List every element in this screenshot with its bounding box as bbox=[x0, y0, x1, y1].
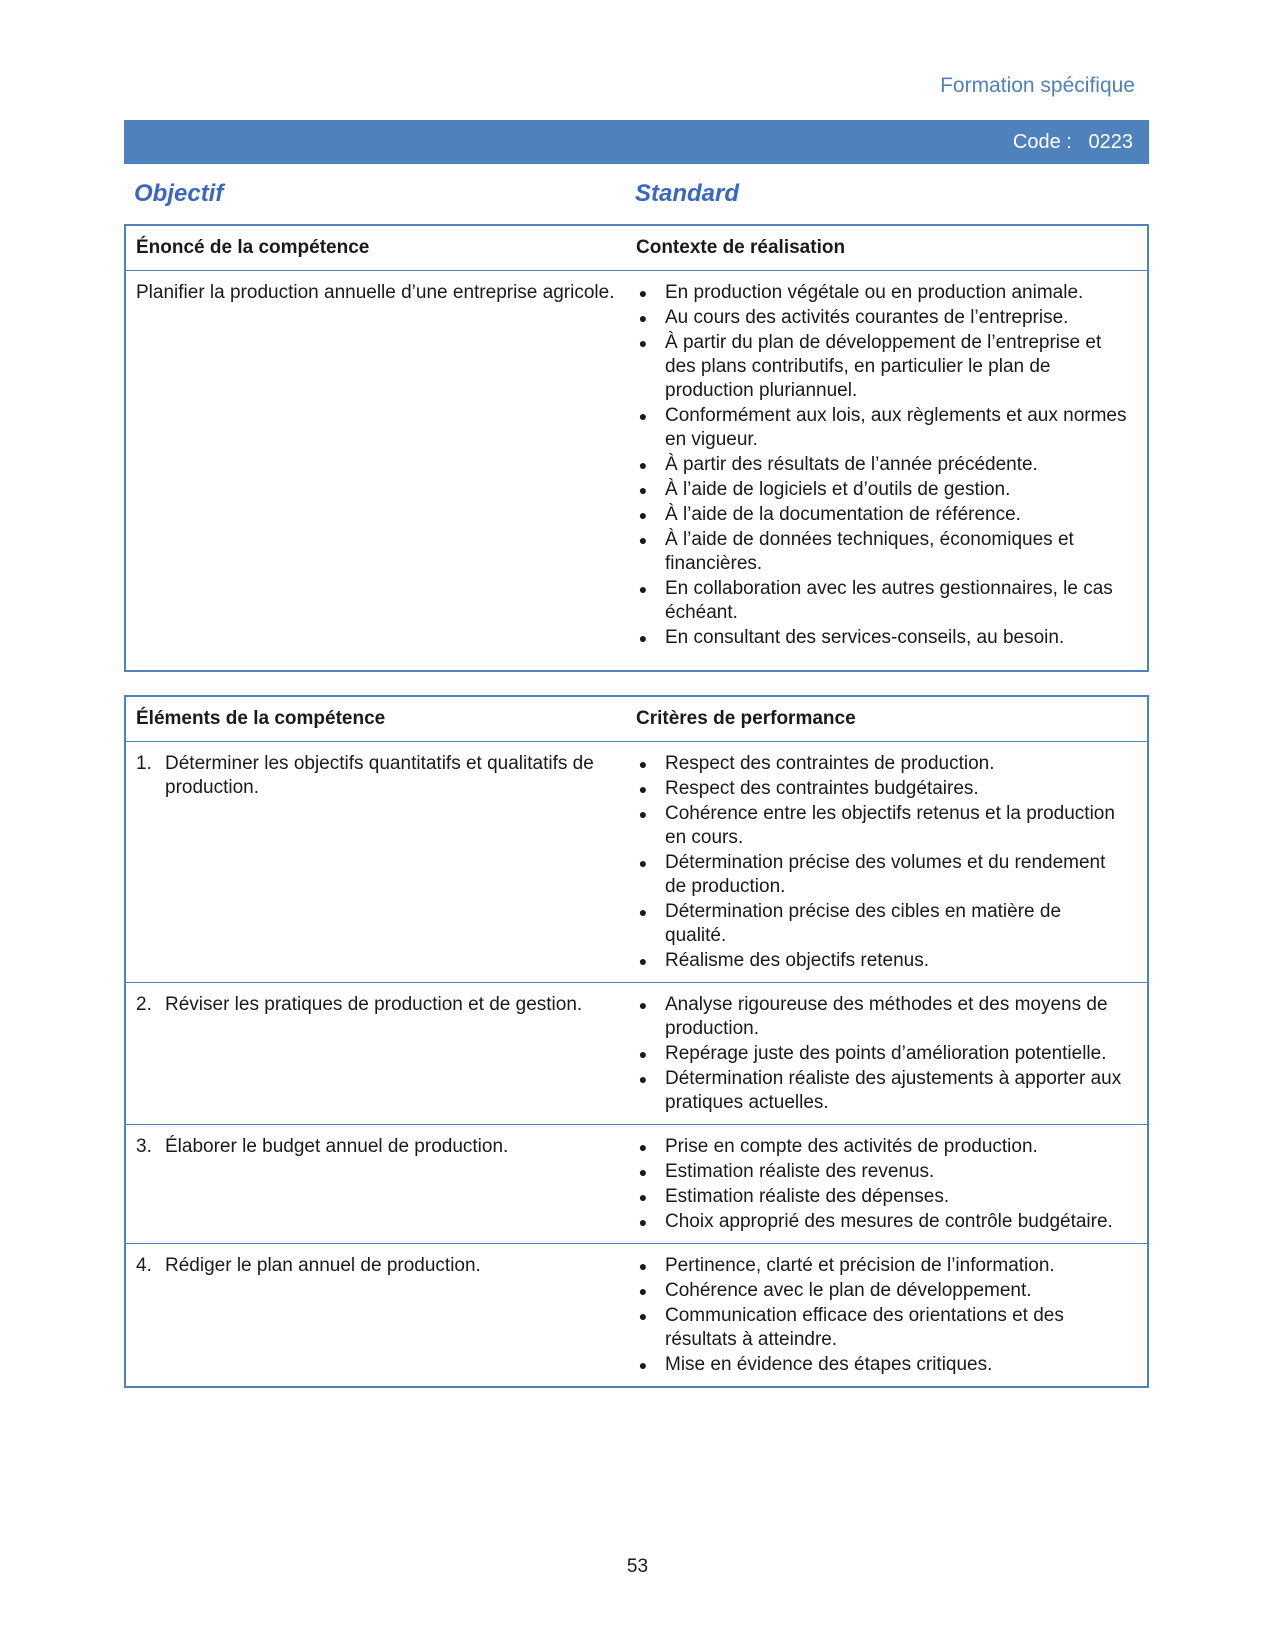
list-item bbox=[636, 1185, 1127, 1209]
document-header-title: Formation spécifique bbox=[940, 74, 1135, 97]
list-item bbox=[636, 306, 1127, 330]
code-label: Code : bbox=[1012, 131, 1072, 153]
list-item-text: En production végétale ou en production animale. bbox=[665, 282, 1084, 303]
standard-title: Standard bbox=[635, 180, 740, 207]
list-item-text: À l’aide de logiciels et d’outils de gestion. bbox=[665, 479, 1011, 500]
bullet-icon: ● bbox=[638, 482, 648, 498]
list-item bbox=[636, 478, 1127, 502]
list-item bbox=[636, 949, 1127, 973]
table-row bbox=[126, 983, 1147, 1125]
list-item-text: En collaboration avec les autres gestionnaires, le cas échéant. bbox=[665, 578, 1113, 623]
list-item-text: Choix approprié des mesures de contrôle budgétaire. bbox=[665, 1211, 1113, 1232]
bullet-icon: ● bbox=[638, 335, 648, 351]
element-text: Rédiger le plan annuel de production. bbox=[165, 1255, 481, 1276]
element-text: Déterminer les objectifs quantitatifs et qualitatifs de production. bbox=[165, 753, 594, 798]
list-item bbox=[636, 577, 1127, 625]
list-item bbox=[636, 802, 1127, 850]
bullet-icon: ● bbox=[638, 1189, 648, 1205]
list-item-text: Respect des contraintes de production. bbox=[665, 753, 995, 774]
element-text: Élaborer le budget annuel de production. bbox=[165, 1136, 509, 1157]
bullet-icon: ● bbox=[638, 1164, 648, 1180]
list-item bbox=[636, 752, 1127, 776]
competence-statement-header: Énoncé de la compétence bbox=[136, 237, 370, 258]
table-row bbox=[126, 742, 1147, 983]
list-item bbox=[636, 503, 1127, 527]
list-item bbox=[636, 1067, 1127, 1115]
list-item bbox=[636, 1210, 1127, 1234]
bullet-icon: ● bbox=[638, 806, 648, 822]
context-list bbox=[636, 281, 1127, 650]
list-item-text: Détermination précise des volumes et du rendement de production. bbox=[665, 852, 1106, 897]
list-item-text: Estimation réaliste des revenus. bbox=[665, 1161, 935, 1182]
bullet-icon: ● bbox=[638, 1357, 648, 1373]
list-item-text: Estimation réaliste des dépenses. bbox=[665, 1186, 950, 1207]
element-number: 4. bbox=[136, 1255, 152, 1276]
list-item bbox=[636, 453, 1127, 477]
bullet-icon: ● bbox=[638, 953, 648, 969]
list-item-text: Au cours des activités courantes de l’entreprise. bbox=[665, 307, 1069, 328]
list-item bbox=[636, 331, 1127, 403]
elements-table bbox=[124, 695, 1149, 1388]
bullet-icon: ● bbox=[638, 1283, 648, 1299]
list-item-text: Réalisme des objectifs retenus. bbox=[665, 950, 930, 971]
list-item-text: À partir du plan de développement de l’entreprise et des plans contributifs, en particulier le plan de production pluriannuel. bbox=[665, 332, 1102, 401]
list-item-text: En consultant des services-conseils, au besoin. bbox=[665, 627, 1065, 648]
bullet-icon: ● bbox=[638, 1046, 648, 1062]
code-value: 0223 bbox=[1088, 131, 1133, 153]
competence-table-header bbox=[126, 226, 1147, 271]
context-header: Contexte de réalisation bbox=[636, 237, 846, 258]
criteria-list bbox=[636, 1135, 1127, 1234]
bullet-icon: ● bbox=[638, 581, 648, 597]
list-item bbox=[636, 626, 1127, 650]
bullet-icon: ● bbox=[638, 1214, 648, 1230]
objective-title: Objectif bbox=[134, 180, 224, 207]
bullet-icon: ● bbox=[638, 507, 648, 523]
bullet-icon: ● bbox=[638, 997, 648, 1013]
list-item-text: Prise en compte des activités de production. bbox=[665, 1136, 1038, 1157]
element-number: 2. bbox=[136, 994, 152, 1015]
competence-row bbox=[126, 271, 1147, 659]
list-item-text: Repérage juste des points d’amélioration potentielle. bbox=[665, 1043, 1107, 1064]
bullet-icon: ● bbox=[638, 855, 648, 871]
bullet-icon: ● bbox=[638, 532, 648, 548]
bullet-icon: ● bbox=[638, 285, 648, 301]
list-item bbox=[636, 1135, 1127, 1159]
elements-table-header bbox=[126, 697, 1147, 742]
list-item bbox=[636, 777, 1127, 801]
elements-header: Éléments de la compétence bbox=[136, 708, 386, 729]
list-item bbox=[636, 851, 1127, 899]
bullet-icon: ● bbox=[638, 781, 648, 797]
list-item-text: Analyse rigoureuse des méthodes et des moyens de production. bbox=[665, 994, 1108, 1039]
list-item-text: À partir des résultats de l’année précédente. bbox=[665, 454, 1038, 475]
bullet-icon: ● bbox=[638, 1258, 648, 1274]
bullet-icon: ● bbox=[638, 408, 648, 424]
list-item bbox=[636, 404, 1127, 452]
competence-table bbox=[124, 224, 1149, 672]
list-item bbox=[636, 1254, 1127, 1278]
bullet-icon: ● bbox=[638, 756, 648, 772]
list-item bbox=[636, 1042, 1127, 1066]
list-item bbox=[636, 900, 1127, 948]
list-item-text: Conformément aux lois, aux règlements et aux normes en vigueur. bbox=[665, 405, 1127, 450]
list-item bbox=[636, 1304, 1127, 1352]
list-item-text: À l’aide de la documentation de référence. bbox=[665, 504, 1021, 525]
list-item-text: Cohérence avec le plan de développement. bbox=[665, 1280, 1032, 1301]
criteria-list bbox=[636, 752, 1127, 973]
list-item-text: Détermination précise des cibles en matière de qualité. bbox=[665, 901, 1062, 946]
bullet-icon: ● bbox=[638, 1071, 648, 1087]
list-item bbox=[636, 1279, 1127, 1303]
code-bar bbox=[124, 120, 1149, 164]
list-item bbox=[636, 993, 1127, 1041]
list-item-text: Pertinence, clarté et précision de l’information. bbox=[665, 1255, 1055, 1276]
list-item bbox=[636, 1353, 1127, 1377]
element-number: 3. bbox=[136, 1136, 152, 1157]
table-row bbox=[126, 1244, 1147, 1386]
criteria-list bbox=[636, 1254, 1127, 1377]
list-item bbox=[636, 528, 1127, 576]
list-item-text: Détermination réaliste des ajustements à apporter aux pratiques actuelles. bbox=[665, 1068, 1122, 1113]
list-item bbox=[636, 1160, 1127, 1184]
element-number: 1. bbox=[136, 753, 152, 774]
competence-statement: Planifier la production annuelle d’une entreprise agricole. bbox=[136, 282, 615, 303]
list-item-text: Communication efficace des orientations et des résultats à atteindre. bbox=[665, 1305, 1064, 1350]
list-item bbox=[636, 281, 1127, 305]
bullet-icon: ● bbox=[638, 630, 648, 646]
page-number: 53 bbox=[626, 1556, 649, 1577]
bullet-icon: ● bbox=[638, 457, 648, 473]
bullet-icon: ● bbox=[638, 904, 648, 920]
element-text: Réviser les pratiques de production et de gestion. bbox=[165, 994, 583, 1015]
bullet-icon: ● bbox=[638, 1308, 648, 1324]
criteria-list bbox=[636, 993, 1127, 1115]
list-item-text: Mise en évidence des étapes critiques. bbox=[665, 1354, 993, 1375]
table-row bbox=[126, 1125, 1147, 1244]
bullet-icon: ● bbox=[638, 1139, 648, 1155]
bullet-icon: ● bbox=[638, 310, 648, 326]
list-item-text: À l’aide de données techniques, économiques et financières. bbox=[665, 529, 1074, 574]
list-item-text: Respect des contraintes budgétaires. bbox=[665, 778, 979, 799]
criteria-header: Critères de performance bbox=[636, 708, 856, 729]
list-item-text: Cohérence entre les objectifs retenus et la production en cours. bbox=[665, 803, 1115, 848]
